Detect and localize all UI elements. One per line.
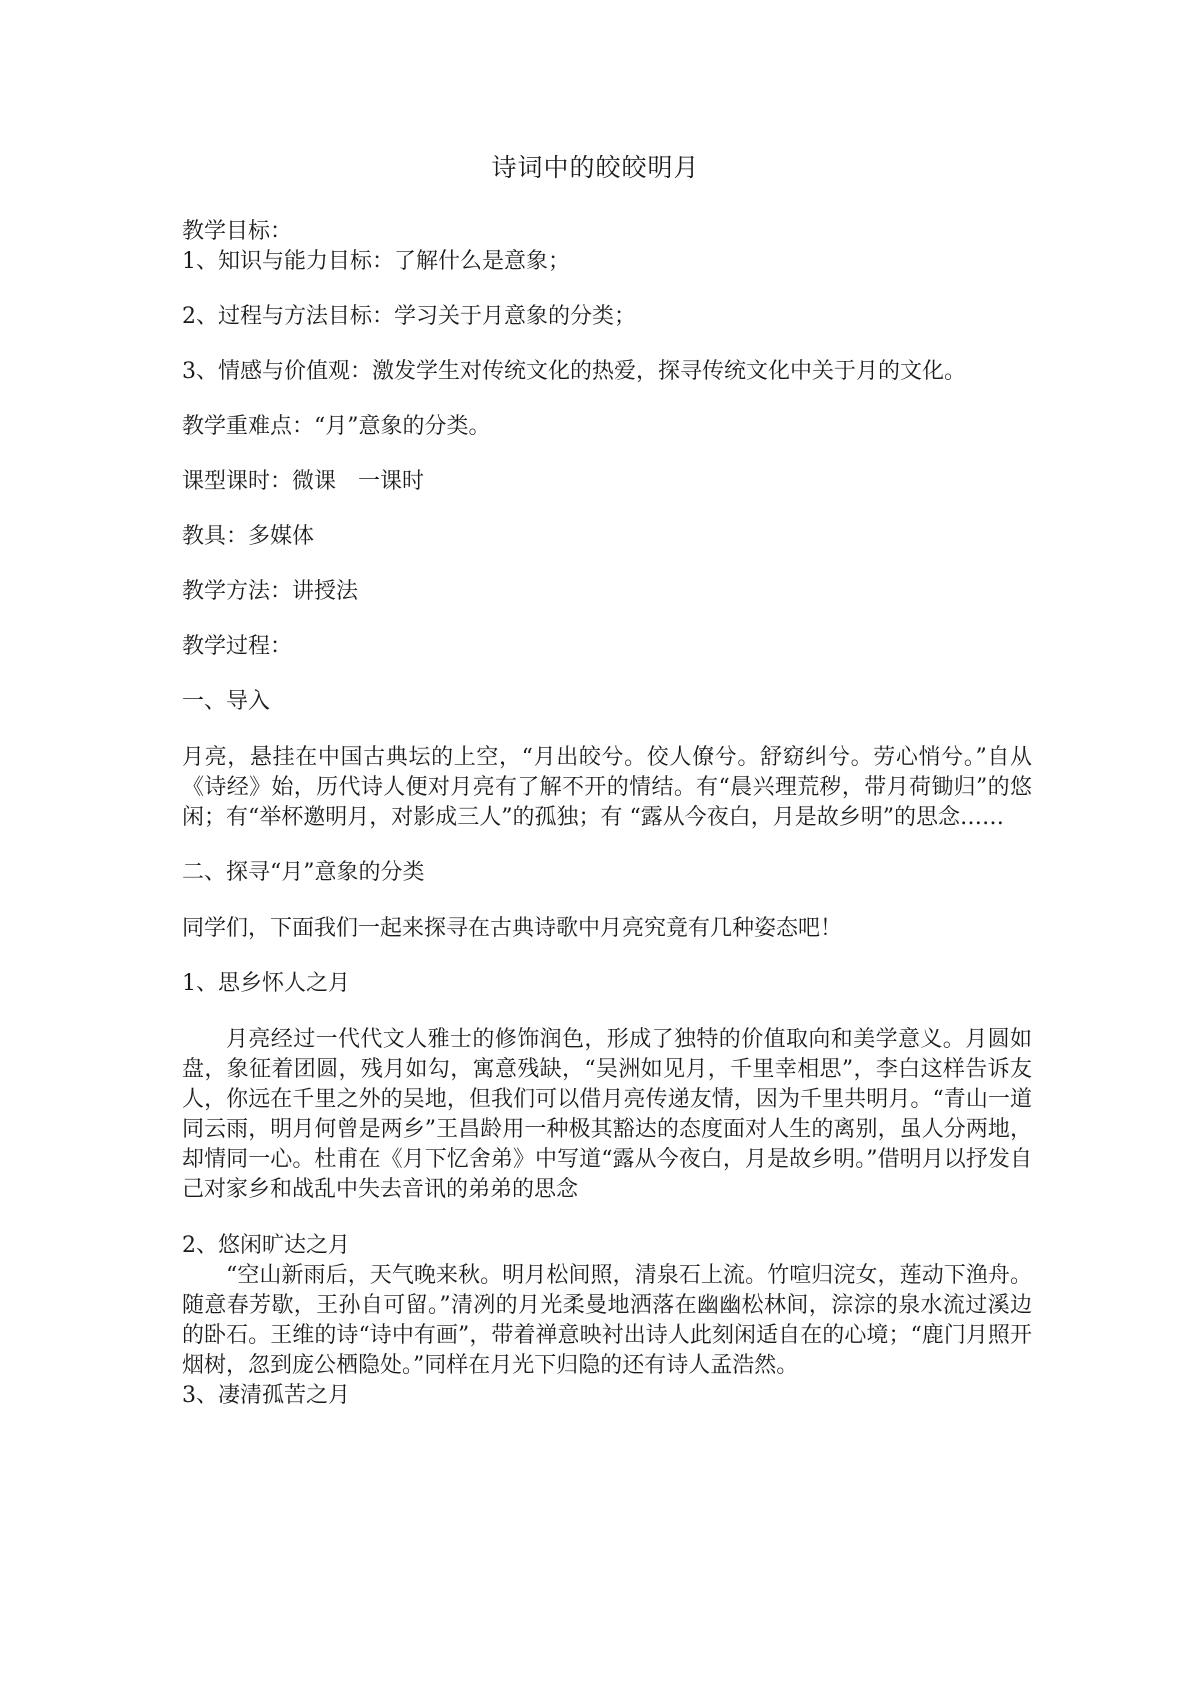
section-2-heading: 二、探寻“月”意象的分类 xyxy=(182,860,425,885)
section-1-heading: 一、导入 xyxy=(182,689,271,714)
teaching-method: 教学方法：讲授法 xyxy=(182,579,359,604)
teaching-aids: 教具：多媒体 xyxy=(182,524,315,549)
category-3-heading: 3、凄清孤苦之月 xyxy=(182,1383,350,1408)
document-title: 诗词中的皎皎明月 xyxy=(491,153,700,182)
category-2-heading: 2、悠闲旷达之月 xyxy=(182,1233,350,1258)
objective-3: 3、情感与价值观：激发学生对传统文化的热爱，探寻传统文化中关于月的文化。 xyxy=(182,359,966,384)
section-2-intro: 同学们，下面我们一起来探寻在古典诗歌中月亮究竟有几种姿态吧！ xyxy=(182,916,843,941)
category-1-heading: 1、思乡怀人之月 xyxy=(182,971,350,996)
objective-2: 2、过程与方法目标：学习关于月意象的分类； xyxy=(182,304,636,329)
objectives-heading: 教学目标： xyxy=(182,219,293,244)
objective-1: 1、知识与能力目标：了解什么是意象； xyxy=(182,249,570,274)
document-body xyxy=(182,217,1032,1411)
process-heading: 教学过程： xyxy=(182,634,293,659)
category-2-paragraph: “空山新雨后，天气晚来秋。明月松间照，清泉石上流。竹喧归浣女，莲动下渔舟。随意春芳歇，王孙自可留。”清冽的月光柔曼地洒落在幽幽松林间，淙淙的泉水流过溪边的卧石。王维的诗“诗中有画”，带着禅意映衬出诗人此刻闲适自在的心境；“鹿门月照开烟树，忽到庞公栖隐处。”同样在月光下归隐的还有诗人孟浩然。 xyxy=(182,1263,1032,1378)
key-difficulty: 教学重难点：“月”意象的分类。 xyxy=(182,414,491,439)
category-1-paragraph: 月亮经过一代代文人雅士的修饰润色，形成了独特的价值取向和美学意义。月圆如盘，象征着团圆，残月如勾，寓意残缺，“吴洲如见月，千里幸相思”，李白这样告诉友人，你远在千里之外的吴地，但我们可以借月亮传递友情，因为千里共明月。“青山一道同云雨，明月何曾是两乡”王昌龄用一种极其豁达的态度面对人生的离别，虽人分两地，却情同一心。杜甫在《月下忆舍弟》中写道“露从今夜白，月是故乡明。”借明月以抒发自己对家乡和战乱中失去音讯的弟弟的思念 xyxy=(182,1027,1032,1202)
section-1-paragraph: 月亮，悬挂在中国古典坛的上空，“月出皎兮。佼人僚兮。舒窈纠兮。劳心悄兮。”自从《诗经》始，历代诗人便对月亮有了解不开的情结。有“晨兴理荒秽，带月荷锄归”的悠闲；有“举杯邀明月，对影成三人”的孤独；有 “露从今夜白，月是故乡明”的思念…… xyxy=(182,745,1032,830)
lesson-type: 课型课时：微课 一课时 xyxy=(182,469,425,494)
